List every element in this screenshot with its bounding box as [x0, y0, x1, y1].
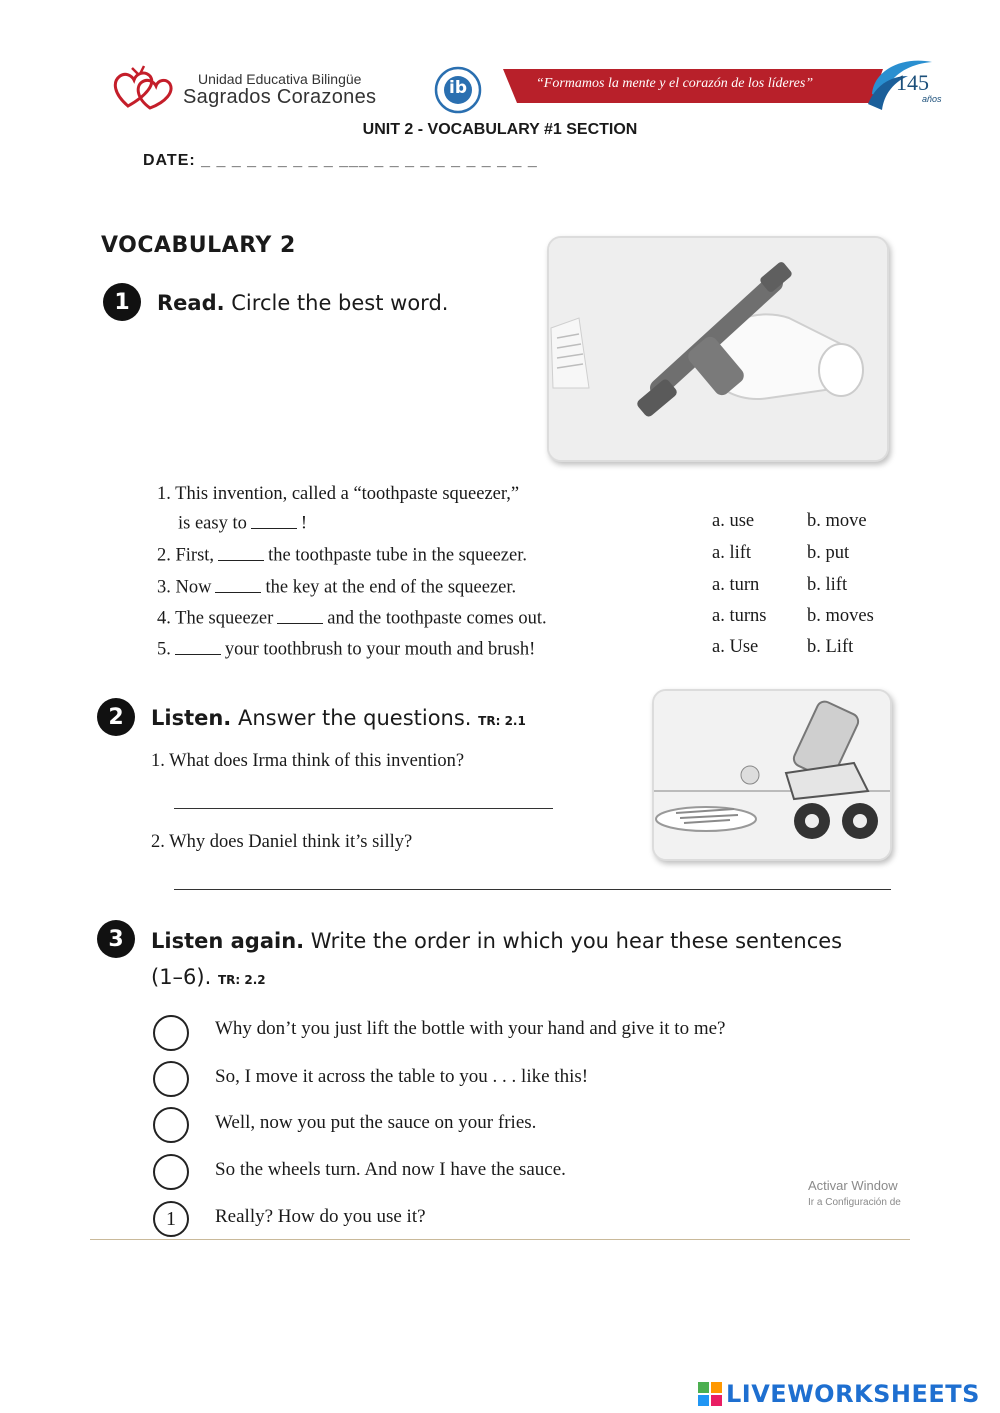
- vocabulary-heading: VOCABULARY 2: [101, 233, 296, 258]
- listen-answer-2-line[interactable]: [174, 889, 891, 890]
- order-circle-3[interactable]: [153, 1107, 189, 1143]
- question-5-blank[interactable]: [175, 637, 221, 655]
- footer-divider: [90, 1239, 910, 1240]
- activation-watermark-line2: Ir a Configuración de: [808, 1197, 901, 1208]
- question-3-blank[interactable]: [215, 575, 261, 593]
- section-3-badge: 3: [97, 920, 135, 958]
- order-circle-5[interactable]: 1: [153, 1201, 189, 1237]
- section-1-title: [157, 291, 448, 315]
- question-4-number: 4.: [157, 608, 171, 629]
- question-2-option-b[interactable]: b. put: [807, 543, 850, 563]
- section-3-title-rest: Write the order in which you hear these sentences: [304, 929, 843, 953]
- section-1-title-bold: Read.: [157, 291, 225, 315]
- section-2-title-rest: Answer the questions.: [231, 706, 472, 730]
- section-1-badge: 1: [103, 283, 141, 321]
- question-2-number: 2.: [157, 545, 171, 566]
- order-circle-2[interactable]: [153, 1061, 189, 1097]
- question-3-text-end: the key at the end of the squeezer.: [265, 577, 517, 598]
- question-1-blank[interactable]: [251, 511, 297, 529]
- question-4-blank[interactable]: [277, 606, 323, 624]
- date-line: DATE: _ _ _ _ _ _ _ _ _ ___ _ _ _ _ _ _ _ _ _ _ _: [143, 152, 538, 169]
- question-2: [157, 543, 527, 567]
- question-5-option-b[interactable]: b. Lift: [807, 637, 854, 657]
- question-3-option-b[interactable]: b. lift: [807, 575, 848, 595]
- question-1-text-line2: is easy to: [178, 513, 247, 534]
- toothpaste-squeezer-photo: [547, 236, 889, 462]
- school-name-line2: Sagrados Corazones: [183, 86, 377, 108]
- question-2-blank[interactable]: [218, 543, 264, 561]
- question-1-line1: [157, 484, 519, 505]
- toothpaste-squeezer-illustration: [549, 238, 887, 460]
- liveworksheets-grid-icon: [698, 1382, 722, 1406]
- order-sentence-3: Well, now you put the sauce on your fries.: [215, 1112, 537, 1133]
- order-sentence-5: Really? How do you use it?: [215, 1206, 426, 1227]
- liveworksheets-logo[interactable]: [698, 1380, 994, 1408]
- question-3-option-a[interactable]: a. turn: [712, 575, 760, 595]
- order-circle-4[interactable]: [153, 1154, 189, 1190]
- sauce-robot-photo: [652, 689, 892, 861]
- listen-question-1: 1. What does Irma think of this invention?: [151, 751, 465, 771]
- activation-watermark-line1: Activar Window: [808, 1178, 898, 1193]
- question-1-line2: [178, 511, 307, 535]
- question-1-option-b[interactable]: b. move: [807, 511, 867, 531]
- question-2-option-a[interactable]: a. lift: [712, 543, 752, 563]
- question-4-text-end: and the toothpaste comes out.: [327, 608, 547, 629]
- question-1-text-end: !: [300, 513, 308, 534]
- hearts-logo-icon: [110, 62, 174, 112]
- section-2-title: [151, 706, 526, 730]
- order-circle-1[interactable]: [153, 1015, 189, 1051]
- unit-title: UNIT 2 - VOCABULARY #1 SECTION: [362, 121, 638, 138]
- question-1-option-a[interactable]: a. use: [712, 511, 755, 531]
- question-1-number: 1.: [157, 484, 171, 504]
- question-3-text-start: Now: [175, 577, 212, 598]
- question-5-number: 5.: [157, 639, 171, 660]
- section-2-title-bold: Listen.: [151, 706, 232, 730]
- section-3-range: (1–6).: [151, 965, 212, 989]
- order-sentence-1: Why don’t you just lift the bottle with your hand and give it to me?: [215, 1018, 726, 1039]
- question-2-text-start: First,: [175, 545, 215, 566]
- ib-text: ib: [449, 78, 467, 98]
- anniversary-number: 145: [896, 70, 929, 95]
- question-5-option-a[interactable]: a. Use: [712, 637, 759, 657]
- question-5: [157, 637, 535, 661]
- liveworksheets-logo-text: LIVEWORKSHEETS: [726, 1380, 980, 1408]
- section-3-track: TR: 2.2: [217, 973, 266, 987]
- question-5-text-end: your toothbrush to your mouth and brush!: [224, 639, 536, 660]
- question-2-text-end: the toothpaste tube in the squeezer.: [268, 545, 527, 566]
- question-3: [157, 575, 516, 599]
- question-4: [157, 606, 547, 630]
- question-3-number: 3.: [157, 577, 171, 598]
- question-4-text-start: The squeezer: [175, 608, 274, 629]
- question-1-text: This invention, called a “toothpaste squeezer,”: [175, 484, 520, 504]
- order-sentence-4: So the wheels turn. And now I have the sauce.: [215, 1159, 566, 1180]
- section-3-title: [151, 929, 842, 953]
- school-name-line1: Unidad Educativa Bilingüe: [198, 71, 362, 87]
- section-1-title-rest: Circle the best word.: [224, 291, 449, 315]
- question-4-option-a[interactable]: a. turns: [712, 606, 767, 626]
- listen-answer-1-line[interactable]: [174, 808, 553, 809]
- order-sentence-2: So, I move it across the table to you . . . like this!: [215, 1066, 589, 1087]
- listen-question-2: 2. Why does Daniel think it’s silly?: [151, 832, 413, 852]
- section-3-title-line2: [151, 965, 266, 989]
- question-4-option-b[interactable]: b. moves: [807, 606, 874, 626]
- motto-text: “Formamos la mente y el corazón de los líderes”: [536, 76, 814, 91]
- school-logo: [110, 62, 174, 112]
- sauce-robot-illustration: [654, 691, 890, 859]
- ib-logo: [428, 66, 488, 114]
- anniversary-label: años: [922, 94, 942, 104]
- section-2-track: TR: 2.1: [478, 714, 526, 728]
- section-3-title-bold: Listen again.: [151, 929, 305, 953]
- section-2-badge: 2: [97, 698, 135, 736]
